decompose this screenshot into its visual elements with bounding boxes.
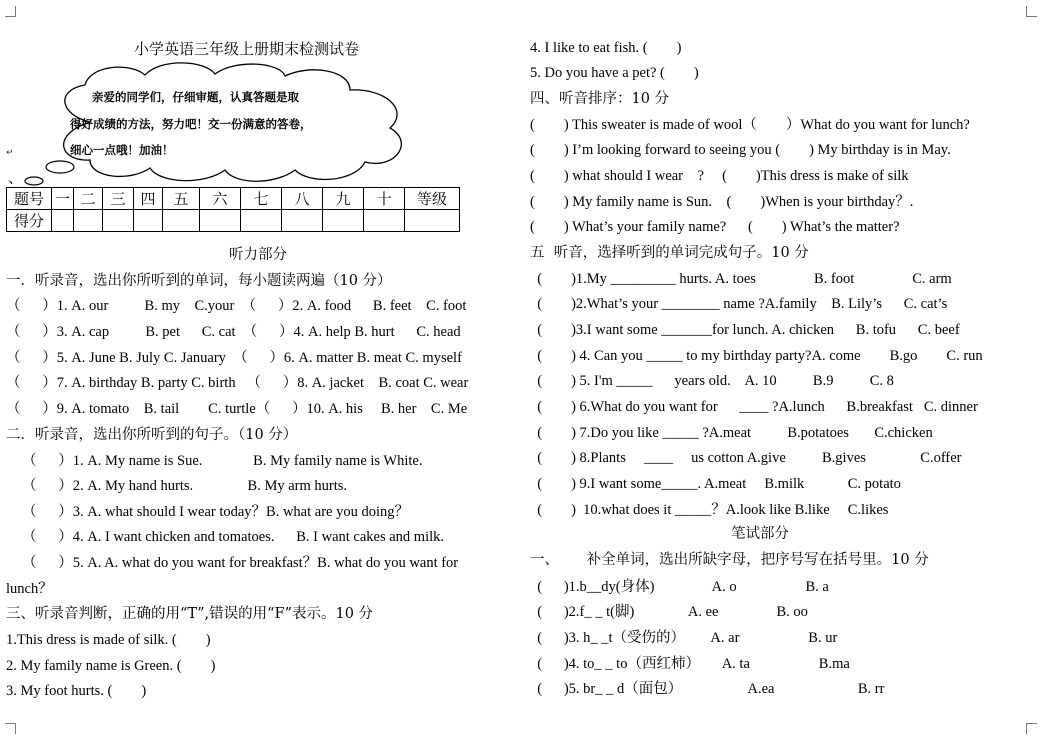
table-cell	[134, 210, 163, 232]
crop-mark-top-right	[1026, 6, 1037, 17]
table-cell	[405, 210, 460, 232]
question-line: （ ）1. A. My name is Sue. B. My family name is White.	[22, 453, 423, 469]
paragraph-mark: ↵	[6, 148, 14, 158]
crop-mark-top-left	[5, 6, 16, 17]
table-cell: 一	[52, 188, 74, 210]
table-cell: 六	[200, 188, 241, 210]
score-table-score-row	[7, 210, 460, 232]
greeting-line: 细心一点哦！加油！	[70, 143, 174, 157]
written-heading: 笔试部分	[731, 526, 789, 542]
table-cell	[282, 210, 323, 232]
question-line: ( ) My family name is Sun. ( )When is your birthday？.	[530, 194, 914, 210]
table-cell: 七	[241, 188, 282, 210]
question-line: ( ) 7.Do you like _____ ?A.meat B.potatoes C.chicken	[530, 425, 933, 441]
question-line: lunch？	[6, 581, 53, 597]
question-line: （ ）3. A. cap B. pet C. cat （ ）4. A. help B. hurt C. head	[6, 324, 461, 340]
written-section-1-heading: 一、 补全单词，选出所缺字母，把序号写在括号里。10 分	[530, 552, 929, 568]
table-cell: 题号	[7, 188, 52, 210]
question-line: ( )3. h_ _t（受伤的） A. ar B. ur	[530, 630, 838, 646]
table-cell: 九	[323, 188, 364, 210]
comma-mark: 、	[8, 171, 23, 187]
section-1-heading: 一．听录音，选出你所听到的单词，每小题读两遍（10 分）	[6, 273, 392, 289]
question-line: 2. My family name is Green. ( )	[6, 658, 216, 674]
table-cell	[323, 210, 364, 232]
question-line: ( ) This sweater is made of wool（ ）What do you want for lunch?	[530, 117, 970, 133]
table-cell: 等级	[405, 188, 460, 210]
question-line: ( ) 9.I want some_____. A.meat B.milk C. potato	[530, 476, 901, 492]
question-line: （ ）3. A. what should I wear today？B. what are you doing？	[22, 504, 410, 520]
greeting-text	[70, 84, 362, 164]
question-line: ( ) 4. Can you _____ to my birthday party?A. come B.go C. run	[530, 348, 983, 364]
question-line: ( )2.f_ _ t(脚) A. ee B. oo	[530, 604, 808, 620]
table-cell: 五	[163, 188, 200, 210]
listening-heading: 听力部分	[229, 247, 287, 263]
table-cell: 二	[74, 188, 103, 210]
question-line: ( ) 10.what does it _____？A.look like B.like C.likes	[530, 502, 889, 518]
question-line: （ ）5. A. June B. July C. January （ ）6. A. matter B. meat C. myself	[6, 350, 462, 366]
question-line: ( ) I’m looking forward to seeing you ( ) My birthday is in May.	[530, 142, 951, 158]
table-cell	[364, 210, 405, 232]
section-4-heading: 四、听音排序：10 分	[530, 91, 670, 107]
section-2-heading: 二．听录音，选出你所听到的句子。（10 分）	[6, 427, 298, 443]
greeting-line: 亲爱的同学们，仔细审题，认真答题是取	[92, 90, 299, 104]
question-line: ( ) what should I wear ? ( )This dress is make of silk	[530, 168, 909, 184]
greeting-line: 得好成绩的方法，努力吧！交一份满意的答卷，	[70, 116, 312, 131]
table-cell: 得分	[7, 210, 52, 232]
crop-mark-bottom-right	[1026, 723, 1037, 734]
table-cell	[52, 210, 74, 232]
table-cell	[103, 210, 134, 232]
section-3-heading: 三、听录音判断，正确的用“T”,错误的用“F”表示。10 分	[6, 606, 374, 622]
table-cell: 八	[282, 188, 323, 210]
question-line: ( )2.What’s your ________ name ?A.family B. Lily’s C. cat’s	[530, 296, 948, 312]
question-line: ( )4. to_ _ to（西红柿） A. ta B.ma	[530, 656, 850, 672]
question-line: ( )1.b__dy(身体) A. o B. a	[530, 579, 829, 595]
question-line: ( )1.My _________ hurts. A. toes B. foot C. arm	[530, 271, 952, 287]
question-line: （ ）9. A. tomato B. tail C. turtle（ ）10. A. his B. her C. Me	[6, 401, 468, 417]
question-line: （ ）2. A. My hand hurts. B. My arm hurts.	[22, 478, 348, 494]
question-line: 4. I like to eat fish. ( )	[530, 40, 682, 56]
table-cell: 四	[134, 188, 163, 210]
crop-mark-bottom-left	[5, 723, 16, 734]
question-line: （ ）1. A. our B. my C.your （ ）2. A. food B. feet C. foot	[6, 298, 467, 314]
table-cell	[163, 210, 200, 232]
score-table-header-row	[7, 188, 460, 210]
score-table	[6, 187, 460, 232]
question-line: （ ）5. A. A. what do you want for breakfast？B. what do you want for	[22, 555, 459, 571]
table-cell: 十	[364, 188, 405, 210]
question-line: 5. Do you have a pet? ( )	[530, 65, 699, 81]
page-title: 小学英语三年级上册期末检测试卷	[134, 42, 360, 58]
question-line: ( )5. br_ _ d（面包） A.ea B. rr	[530, 681, 885, 697]
question-line: （ ）7. A. birthday B. party C. birth （ ）8. A. jacket B. coat C. wear	[6, 375, 469, 391]
question-line: ( ) 8.Plants ____ us cotton A.give B.gives C.offer	[530, 450, 962, 466]
table-cell	[74, 210, 103, 232]
question-line: ( )3.I want some _______for lunch. A. chicken B. tofu C. beef	[530, 322, 960, 338]
question-line: ( ) 6.What do you want for ____ ?A.lunch B.breakfast C. dinner	[530, 399, 978, 415]
section-5-heading: 五 听音，选择听到的单词完成句子。10 分	[530, 245, 809, 261]
question-line: ( ) 5. I'm _____ years old. A. 10 B.9 C. 8	[530, 373, 894, 389]
table-cell: 三	[103, 188, 134, 210]
question-line: 1.This dress is made of silk. ( )	[6, 632, 211, 648]
table-cell	[200, 210, 241, 232]
question-line: ( ) What’s your family name? ( ) What’s the matter?	[530, 219, 900, 235]
question-line: 3. My foot hurts. ( )	[6, 683, 147, 699]
table-cell	[241, 210, 282, 232]
question-line: （ ）4. A. I want chicken and tomatoes. B. I want cakes and milk.	[22, 529, 445, 545]
